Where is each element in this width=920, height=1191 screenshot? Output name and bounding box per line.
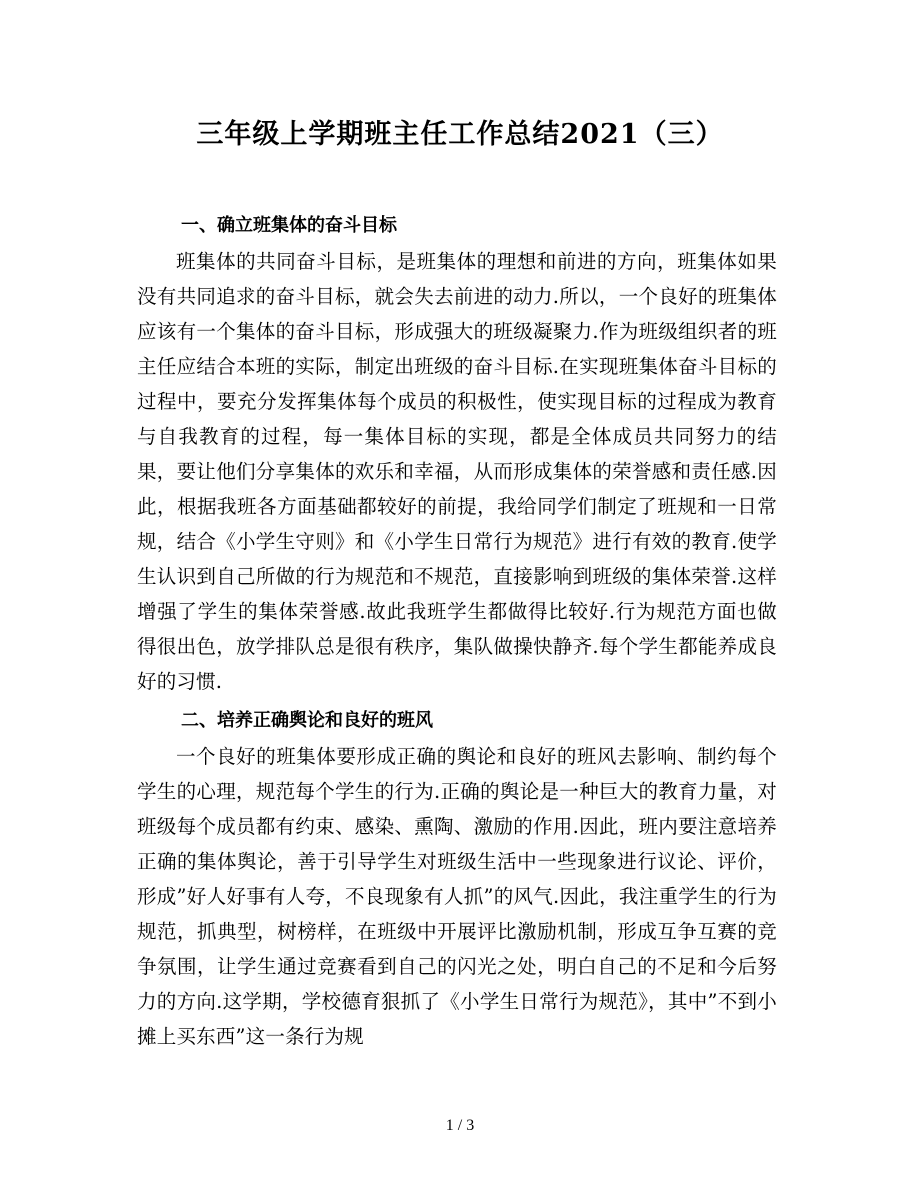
section-heading-1: 一、确立班集体的奋斗目标	[181, 215, 397, 236]
section-heading-2: 二、培养正确舆论和良好的班风	[181, 710, 433, 731]
section-paragraph-1: 班集体的共同奋斗目标，是班集体的理想和前进的方向，班集体如果没有共同追求的奋斗目标，就会失去前进的动力.所以，一个良好的班集体应该有一个集体的奋斗目标，形成强大的班级凝聚力.作为班级组织者的班主任应结合本班的实际，制定出班级的奋斗目标.在实现班集体奋斗目标的过程中，要充分发挥集体每个成员的积极性，使实现目标的过程成为教育与自我教育的过程，每一集体目标的实现，都是全体成员共同努力的结果，要让他们分享集体的欢乐和幸福，从而形成集体的荣誉感和责任感.因此，根据我班各方面基础都较好的前提，我给同学们制定了班规和一日常规，结合《小学生守则》和《小学生日常行为规范》进行有效的教育.使学生认识到自己所做的行为规范和不规范，直接影响到班级的集体荣誉.这样增强了学生的集体荣誉感.故此我班学生都做得比较好.行为规范方面也做得很出色，放学排队总是很有秩序，集队做操快静齐.每个学生都能养成良好的习惯.	[137, 250, 777, 693]
section-paragraph-2: 一个良好的班集体要形成正确的舆论和良好的班风去影响、制约每个学生的心理，规范每个学生的行为.正确的舆论是一种巨大的教育力量，对班级每个成员都有约束、感染、熏陶、激励的作用.因此，班内要注意培养正确的集体舆论，善于引导学生对班级生活中一些现象进行议论、评价，形成”好人好事有人夸，不良现象有人抓”的风气.因此，我注重学生的行为规范，抓典型，树榜样，在班级中开展评比激励机制，形成互争互赛的竞争氛围，让学生通过竞赛看到自己的闪光之处，明白自己的不足和今后努力的方向.这学期，学校德育狠抓了《小学生日常行为规范》，其中”不到小摊上买东西”这一条行为规	[137, 745, 777, 1048]
document-title: 三年级上学期班主任工作总结2021（三）	[196, 119, 724, 150]
page-number: 1 / 3	[445, 1117, 475, 1134]
document-body	[137, 208, 777, 1054]
